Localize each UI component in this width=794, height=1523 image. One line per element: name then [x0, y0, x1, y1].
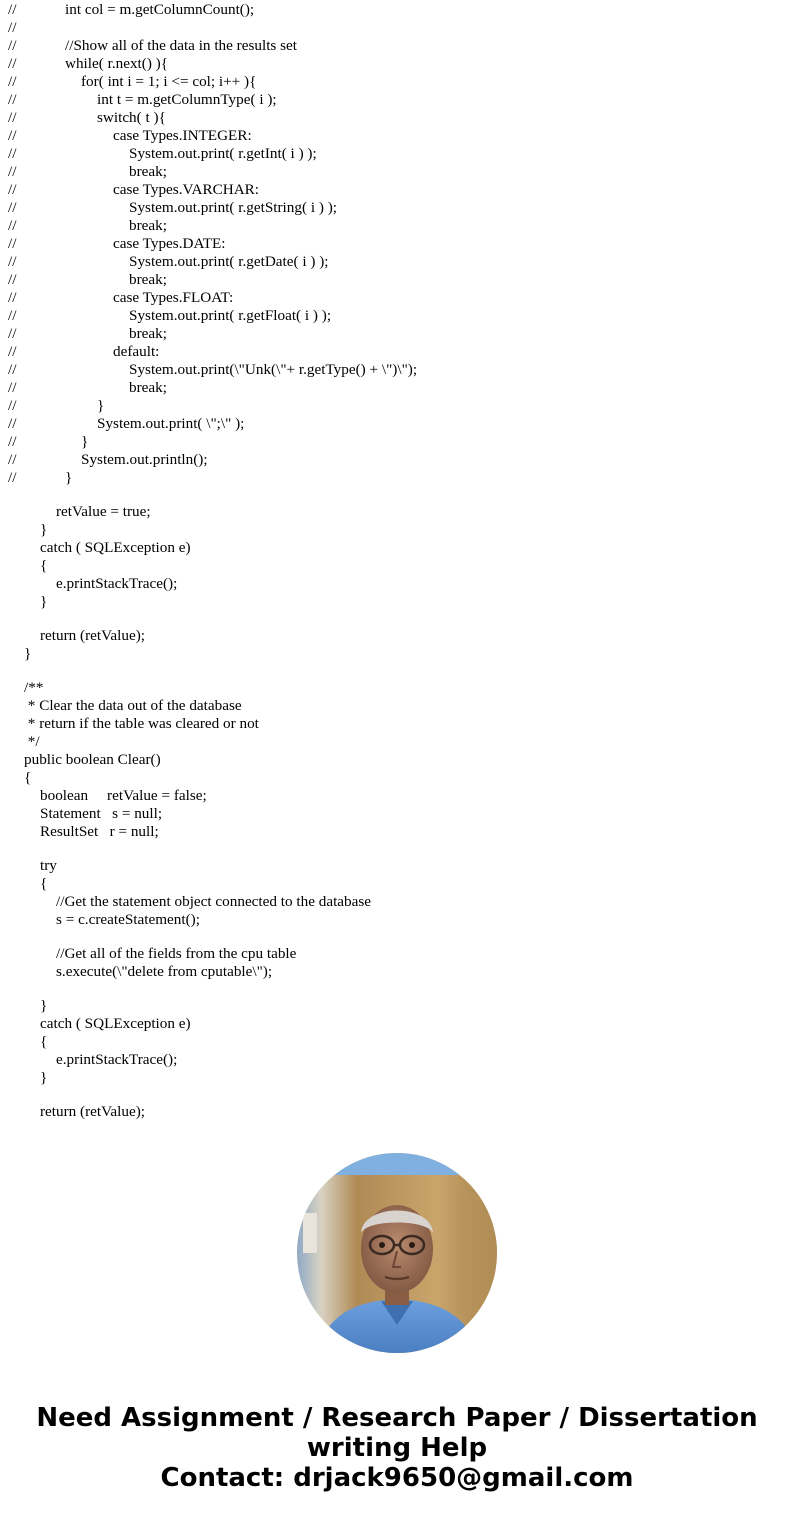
- code-text: //Get all of the fields from the cpu table: [56, 945, 297, 962]
- comment-marker: //: [8, 415, 17, 432]
- code-text: }: [40, 997, 48, 1014]
- comment-marker: //: [8, 397, 17, 414]
- code-line: [8, 55, 788, 73]
- code-text: System.out.print(\"Unk(\"+ r.getType() + \")\");: [129, 361, 418, 378]
- code-text: {: [24, 769, 32, 786]
- comment-marker: //: [8, 199, 17, 216]
- code-line: [8, 663, 788, 679]
- comment-marker: //: [8, 1, 17, 18]
- footer-line-1: Need Assignment / Research Paper / Dissertation: [36, 1403, 758, 1433]
- comment-marker: //: [8, 91, 17, 108]
- code-text: //Get the statement object connected to the database: [56, 893, 372, 910]
- code-line: [8, 163, 788, 181]
- footer-line-3: Contact: drjack9650@gmail.com: [160, 1463, 634, 1493]
- code-line: [8, 1087, 788, 1103]
- code-line: [8, 487, 788, 503]
- code-text: {: [40, 1033, 48, 1050]
- code-line: [8, 539, 788, 557]
- code-line: [8, 361, 788, 379]
- footer-line-2: writing Help: [306, 1433, 488, 1463]
- comment-marker: //: [8, 19, 17, 36]
- code-text: break;: [129, 217, 167, 234]
- comment-marker: //: [8, 361, 17, 378]
- code-line: [8, 379, 788, 397]
- code-line: [8, 697, 788, 715]
- code-text: default:: [113, 343, 160, 360]
- comment-marker: //: [8, 253, 17, 270]
- code-line: [8, 1, 788, 19]
- code-text: case Types.DATE:: [113, 235, 226, 252]
- code-text: System.out.print( r.getDate( i ) );: [129, 253, 329, 270]
- code-line: [8, 343, 788, 361]
- code-line: [8, 73, 788, 91]
- code-text: retValue = true;: [56, 503, 151, 520]
- code-line: [8, 521, 788, 539]
- code-text: public boolean Clear(): [24, 751, 161, 768]
- code-text: System.out.print( \";\" );: [97, 415, 245, 432]
- code-line: [8, 37, 788, 55]
- code-line: [8, 875, 788, 893]
- comment-marker: //: [8, 289, 17, 306]
- code-line: [8, 1103, 788, 1121]
- code-line: [8, 325, 788, 343]
- code-line: [8, 289, 788, 307]
- code-line: [8, 307, 788, 325]
- code-text: break;: [129, 325, 167, 342]
- code-line: [8, 469, 788, 487]
- comment-marker: //: [8, 451, 17, 468]
- code-text: System.out.print( r.getInt( i ) );: [129, 145, 317, 162]
- code-text: int t = m.getColumnType( i );: [97, 91, 277, 108]
- code-line: [8, 679, 788, 697]
- code-text: return (retValue);: [40, 1103, 145, 1120]
- comment-marker: //: [8, 379, 17, 396]
- comment-marker: //: [8, 73, 17, 90]
- code-line: [8, 19, 788, 37]
- comment-marker: //: [8, 55, 17, 72]
- author-avatar: [297, 1153, 497, 1353]
- code-text: /**: [24, 679, 44, 696]
- code-text: while( r.next() ){: [65, 55, 169, 72]
- comment-marker: //: [8, 145, 17, 162]
- code-text: e.printStackTrace();: [56, 1051, 178, 1068]
- code-line: [8, 805, 788, 823]
- code-line: [8, 981, 788, 997]
- comment-marker: //: [8, 235, 17, 252]
- comment-marker: //: [8, 109, 17, 126]
- code-line: [8, 433, 788, 451]
- code-line: [8, 575, 788, 593]
- code-text: catch ( SQLException e): [40, 539, 191, 556]
- code-line: [8, 733, 788, 751]
- code-text: {: [40, 557, 48, 574]
- code-text: boolean retValue = false;: [40, 787, 207, 804]
- code-text: break;: [129, 271, 167, 288]
- code-line: [8, 145, 788, 163]
- code-text: int col = m.getColumnCount();: [65, 1, 255, 18]
- code-line: [8, 715, 788, 733]
- code-line: [8, 593, 788, 611]
- code-text: return (retValue);: [40, 627, 145, 644]
- code-line: [8, 929, 788, 945]
- footer-banner: [0, 1403, 794, 1493]
- code-line: [8, 963, 788, 981]
- comment-marker: //: [8, 433, 17, 450]
- code-line: [8, 253, 788, 271]
- code-line: [8, 181, 788, 199]
- code-text: s.execute(\"delete from cputable\");: [56, 963, 273, 980]
- code-line: [8, 751, 788, 769]
- code-line: [8, 769, 788, 787]
- code-text: System.out.print( r.getFloat( i ) );: [129, 307, 332, 324]
- comment-marker: //: [8, 181, 17, 198]
- code-text: s = c.createStatement();: [56, 911, 200, 928]
- code-text: */: [24, 733, 40, 750]
- code-line: [8, 823, 788, 841]
- code-line: [8, 271, 788, 289]
- code-line: [8, 1015, 788, 1033]
- code-text: try: [40, 857, 57, 874]
- code-line: [8, 557, 788, 575]
- code-line: [8, 841, 788, 857]
- code-line: [8, 503, 788, 521]
- code-text: Statement s = null;: [40, 805, 163, 822]
- code-listing: [8, 1, 788, 1121]
- code-text: System.out.print( r.getString( i ) );: [129, 199, 337, 216]
- code-line: [8, 415, 788, 433]
- code-text: ResultSet r = null;: [40, 823, 159, 840]
- code-line: [8, 109, 788, 127]
- code-text: System.out.println();: [81, 451, 208, 468]
- code-line: [8, 235, 788, 253]
- code-text: e.printStackTrace();: [56, 575, 178, 592]
- code-text: }: [24, 645, 32, 662]
- code-line: [8, 91, 788, 109]
- comment-marker: //: [8, 271, 17, 288]
- code-line: [8, 397, 788, 415]
- code-line: [8, 997, 788, 1015]
- code-line: [8, 857, 788, 875]
- code-text: }: [40, 593, 48, 610]
- code-line: [8, 893, 788, 911]
- code-line: [8, 627, 788, 645]
- comment-marker: //: [8, 307, 17, 324]
- comment-marker: //: [8, 343, 17, 360]
- code-line: [8, 645, 788, 663]
- code-line: [8, 611, 788, 627]
- code-text: }: [65, 469, 73, 486]
- comment-marker: //: [8, 127, 17, 144]
- comment-marker: //: [8, 217, 17, 234]
- avatar-portrait-icon: [297, 1153, 497, 1353]
- code-text: * Clear the data out of the database: [24, 697, 242, 714]
- code-text: }: [40, 521, 48, 538]
- code-line: [8, 1069, 788, 1087]
- code-line: [8, 451, 788, 469]
- comment-marker: //: [8, 325, 17, 342]
- code-line: [8, 127, 788, 145]
- code-line: [8, 945, 788, 963]
- comment-marker: //: [8, 469, 17, 486]
- code-text: //Show all of the data in the results set: [65, 37, 297, 54]
- code-text: case Types.VARCHAR:: [113, 181, 260, 198]
- code-line: [8, 911, 788, 929]
- code-line: [8, 787, 788, 805]
- code-text: catch ( SQLException e): [40, 1015, 191, 1032]
- code-text: for( int i = 1; i <= col; i++ ){: [81, 73, 257, 90]
- code-text: break;: [129, 379, 167, 396]
- code-text: {: [40, 875, 48, 892]
- code-text: }: [40, 1069, 48, 1086]
- code-text: break;: [129, 163, 167, 180]
- code-line: [8, 1033, 788, 1051]
- code-line: [8, 217, 788, 235]
- code-text: }: [97, 397, 105, 414]
- code-line: [8, 199, 788, 217]
- code-text: case Types.FLOAT:: [113, 289, 234, 306]
- code-line: [8, 1051, 788, 1069]
- code-text: switch( t ){: [97, 109, 166, 126]
- code-text: case Types.INTEGER:: [113, 127, 252, 144]
- comment-marker: //: [8, 37, 17, 54]
- code-text: * return if the table was cleared or not: [24, 715, 259, 732]
- code-text: }: [81, 433, 89, 450]
- comment-marker: //: [8, 163, 17, 180]
